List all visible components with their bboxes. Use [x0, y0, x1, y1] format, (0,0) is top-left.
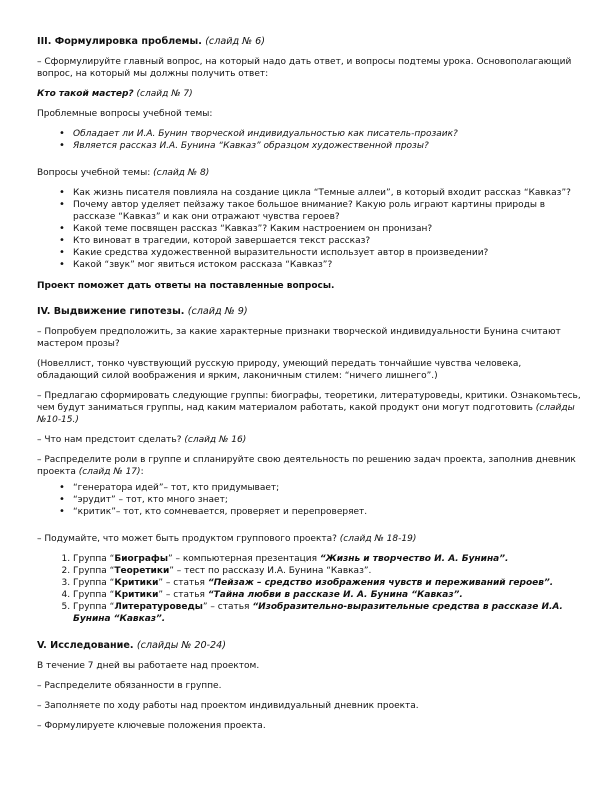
section-4-p3	[37, 390, 582, 426]
section-3-intro: – Сформулируйте главный вопрос, на который надо дать ответ, и вопросы подтемы урока. Основополагающий вопрос, на который мы должны получить ответ:	[37, 57, 572, 79]
group-name: Критики	[114, 578, 159, 588]
section-4-heading	[37, 306, 582, 318]
document-page	[37, 36, 582, 740]
main-question-slide-ref: (слайд № 7)	[133, 89, 193, 99]
group-desc: ” – компьютерная презентация	[167, 554, 320, 564]
group-name: Критики	[114, 590, 159, 600]
group-name: Литературоведы	[114, 602, 203, 612]
section-4-p5	[37, 454, 582, 478]
problem-questions-label: Проблемные вопросы учебной темы:	[37, 109, 213, 119]
section-4-p2: (Новеллист, тонко чувствующий русскую природу, умеющий передать тончайшие чувства человека, обладающий силой воображения и ярким, лаконичным стилем: “ничего лишнего”.)	[37, 359, 522, 381]
section-4-p6-text: – Подумайте, что может быть продуктом группового проекта?	[37, 534, 340, 544]
group-product: “Жизнь и творчество И. А. Бунина”.	[319, 554, 509, 564]
group-name: Биографы	[114, 554, 168, 564]
list-item: • Почему автор уделяет пейзажу такое большое внимание? Какую роль играют картины природы в рассказе “Кавказ” и как они отражают чувства героев?	[73, 199, 582, 223]
section-4-p6-slide-ref: (слайд № 18-19)	[339, 534, 417, 544]
section-3-heading	[37, 36, 582, 48]
list-item: • Кто виноват в трагедии, которой завершается текст рассказ?	[73, 235, 582, 247]
section-5-p4: – Формулируете ключевые положения проекта.	[37, 721, 266, 731]
group-desc: ” – статья	[202, 602, 253, 612]
section-5-heading	[37, 640, 582, 652]
section-5-slide-ref: (слайды № 20-24)	[136, 640, 227, 651]
group-product: “Изобразительно-выразительные средства в рассказе И.А. Бунина “Кавказ”.	[73, 602, 563, 624]
section-5-p1: В течение 7 дней вы работаете над проектом.	[37, 661, 260, 671]
list-item	[73, 565, 582, 577]
group-desc: ” – статья	[158, 590, 208, 600]
section-3-title: III. Формулировка проблемы.	[37, 36, 206, 47]
problem-questions-list	[37, 128, 582, 152]
group-product: “Пейзаж – средство изображения чувств и переживаний героев”.	[207, 578, 554, 588]
list-item: • “эрудит” – тот, кто много знает;	[73, 494, 582, 506]
list-item	[73, 577, 582, 589]
section-5-p2: – Распределите обязанности в группе.	[37, 681, 222, 691]
list-item: • Какой теме посвящен рассказ “Кавказ”? Каким настроением он пронизан?	[73, 223, 582, 235]
section-3-slide-ref: (слайд № 6)	[205, 36, 266, 47]
section-4-p4-slide-ref: (слайд № 16)	[184, 435, 247, 445]
section-4-p4	[37, 434, 582, 446]
main-question-text: Кто такой мастер?	[37, 89, 134, 99]
list-item: • Какие средства художественной выразительности использует автор в произведении?	[73, 247, 582, 259]
section-4-p3-text: – Предлагаю сформировать следующие группы: биографы, теоретики, литературоведы, критики. Ознакомьтесь, чем будут заниматься группы, над каким материалом работать, какой продукт они могут подготовить	[37, 391, 581, 413]
section-4-p5-slide-ref: (слайд № 17)	[78, 467, 141, 477]
group-product: “Тайна любви в рассказе И. А. Бунина “Кавказ”.	[207, 590, 463, 600]
group-prefix: Группа “	[73, 578, 115, 588]
section-4-p1: – Попробуем предположить, за какие характерные признаки творческой индивидуальности Бунина считают мастером прозы?	[37, 327, 561, 349]
list-item: • “критик”– тот, кто сомневается, проверяет и перепроверяет.	[73, 506, 582, 518]
group-desc: ” – тест по рассказу И.А. Бунина “Кавказ”.	[169, 566, 372, 576]
group-prefix: Группа “	[73, 602, 115, 612]
section-4-slide-ref: (слайд № 9)	[187, 306, 248, 317]
section-4-p6	[37, 533, 582, 545]
group-desc: ” – статья	[158, 578, 208, 588]
section-5-title: V. Исследование.	[37, 640, 137, 651]
group-prefix: Группа “	[73, 590, 115, 600]
roles-list	[37, 482, 582, 518]
list-item: • Какой “звук” мог явиться истоком рассказа “Кавказ”?	[73, 259, 582, 271]
list-item: • “генератора идей”– тот, кто придумывает;	[73, 482, 582, 494]
section-5-p3: – Заполняете по ходу работы над проектом индивидуальный дневник проекта.	[37, 701, 419, 711]
list-item: • Обладает ли И.А. Бунин творческой индивидуальностью как писатель-прозаик?	[73, 128, 582, 140]
topic-questions-label-text: Вопросы учебной темы:	[37, 168, 154, 178]
groups-list	[37, 553, 582, 625]
list-item: • Является рассказ И.А. Бунина “Кавказ” образцом художественной прозы?	[73, 140, 582, 152]
section-4-p5-text: – Распределите роли в группе и спланируйте свою деятельность по решению задач проекта, заполнив дневник проекта	[37, 455, 576, 477]
list-item	[73, 553, 582, 565]
section-3-conclusion: Проект поможет дать ответы на поставленные вопросы.	[37, 281, 335, 291]
list-item: • Как жизнь писателя повлияла на создание цикла “Темные аллеи”, в который входит рассказ “Кавказ”?	[73, 187, 582, 199]
topic-questions-list	[37, 187, 582, 271]
section-4-title: IV. Выдвижение гипотезы.	[37, 306, 188, 317]
group-prefix: Группа “	[73, 554, 115, 564]
list-item	[73, 589, 582, 601]
section-4-p3-slide-ref: (слайды №10-15.)	[37, 403, 575, 425]
group-prefix: Группа “	[73, 566, 115, 576]
list-item	[73, 601, 582, 625]
topic-questions-slide-ref: (слайд № 8)	[153, 168, 210, 178]
topic-questions-label	[37, 167, 582, 179]
main-question	[37, 88, 582, 100]
section-4-p4-text: – Что нам предстоит сделать?	[37, 435, 185, 445]
section-4-p5-end: :	[140, 467, 144, 477]
group-name: Теоретики	[114, 566, 170, 576]
